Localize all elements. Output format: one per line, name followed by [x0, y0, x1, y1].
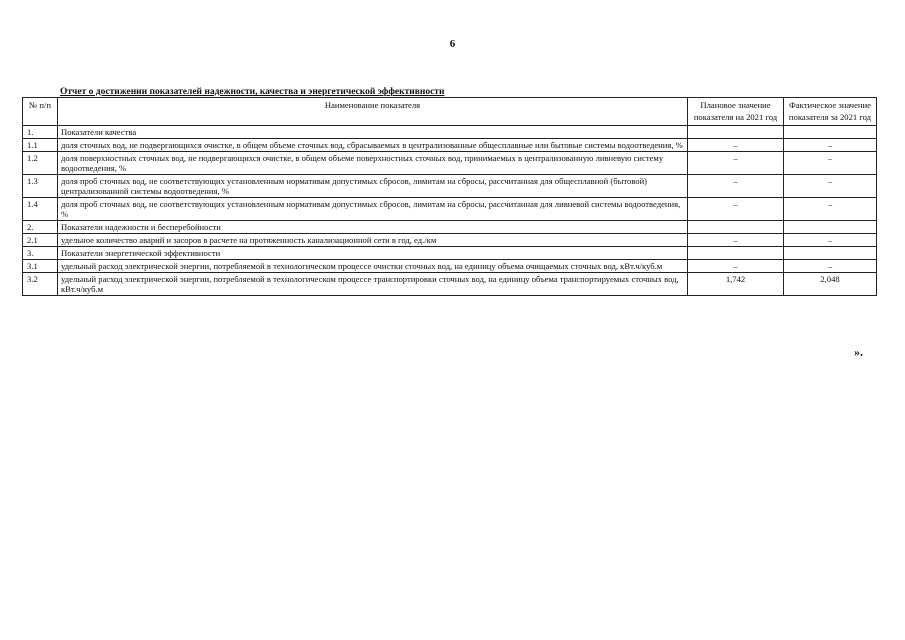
row-fact: –	[784, 260, 877, 273]
table-row	[23, 247, 877, 260]
table-body	[23, 126, 877, 296]
row-name: удельный расход электрической энергии, потребляемой в технологическом процессе очистки сточных вод, на единицу объема очищаемых сточных вод, кВт.ч/куб.м	[58, 260, 688, 273]
table-header	[23, 98, 877, 126]
row-fact	[784, 126, 877, 139]
closing-quote-mark: ».	[854, 345, 863, 359]
table-row	[23, 126, 877, 139]
row-fact: –	[784, 139, 877, 152]
row-fact	[784, 247, 877, 260]
header-fact: Фактическое значение показателя за 2021 год	[784, 98, 877, 126]
row-num: 1.3	[23, 175, 58, 198]
row-plan: –	[688, 139, 784, 152]
row-num: 2.	[23, 221, 58, 234]
row-num: 3.2	[23, 273, 58, 296]
row-fact: –	[784, 152, 877, 175]
row-name: доля проб сточных вод, не соответствующих установленным нормативам допустимых сбросов, лимитам на сбросы, рассчитанная для ливневой системы водоотведения, %	[58, 198, 688, 221]
row-num: 1.2	[23, 152, 58, 175]
row-plan: –	[688, 198, 784, 221]
table-row	[23, 234, 877, 247]
row-name: Показатели качества	[58, 126, 688, 139]
header-name: Наименование показателя	[58, 98, 688, 126]
row-name: доля поверхностных сточных вод, не подвергающихся очистке, в общем объеме поверхностных сточных вод, принимаемых в централизованную ливневую систему водоотведения, %	[58, 152, 688, 175]
row-name: доля проб сточных вод, не соответствующих установленным нормативам допустимых сбросов, лимитам на сбросы, рассчитанная для общесплавной (бытовой) централизованной системы водоотведения, %	[58, 175, 688, 198]
row-num: 1.1	[23, 139, 58, 152]
row-name: доля сточных вод, не подвергающихся очистке, в общем объеме сточных вод, сбрасываемых в централизованные общесплавные или бытовые системы водоотведения, %	[58, 139, 688, 152]
page-number: 6	[449, 38, 456, 50]
row-name: Показатели энергетической эффективности	[58, 247, 688, 260]
row-num: 3.	[23, 247, 58, 260]
row-plan: –	[688, 152, 784, 175]
row-plan	[688, 247, 784, 260]
table-row	[23, 175, 877, 198]
row-fact: –	[784, 234, 877, 247]
row-num: 1.	[23, 126, 58, 139]
row-plan: –	[688, 260, 784, 273]
row-fact: –	[784, 175, 877, 198]
row-fact	[784, 221, 877, 234]
table-row	[23, 152, 877, 175]
row-num: 3.1	[23, 260, 58, 273]
row-plan: –	[688, 175, 784, 198]
row-plan: 1,742	[688, 273, 784, 296]
row-plan	[688, 221, 784, 234]
row-num: 1.4	[23, 198, 58, 221]
indicators-table	[22, 97, 877, 296]
row-name: удельное количество аварий и засоров в расчете на протяженность канализационной сети в год, ед./км	[58, 234, 688, 247]
table-row	[23, 198, 877, 221]
header-num: № п/п	[23, 98, 58, 126]
row-plan	[688, 126, 784, 139]
header-plan: Плановое значение показателя на 2021 год	[688, 98, 784, 126]
header-row	[23, 98, 877, 126]
report-title: Отчет о достижении показателей надежности, качества и энергетической эффективности	[60, 87, 445, 97]
row-name: Показатели надежности и бесперебойности	[58, 221, 688, 234]
row-fact: –	[784, 198, 877, 221]
row-plan: –	[688, 234, 784, 247]
table-row	[23, 139, 877, 152]
row-name: удельный расход электрической энергии, потребляемой в технологическом процессе транспортировки сточных вод, на единицу объема транспортируемых сточных вод, кВт.ч/куб.м	[58, 273, 688, 296]
table-row	[23, 273, 877, 296]
row-fact: 2,048	[784, 273, 877, 296]
row-num: 2.1	[23, 234, 58, 247]
table-row	[23, 260, 877, 273]
table-row	[23, 221, 877, 234]
